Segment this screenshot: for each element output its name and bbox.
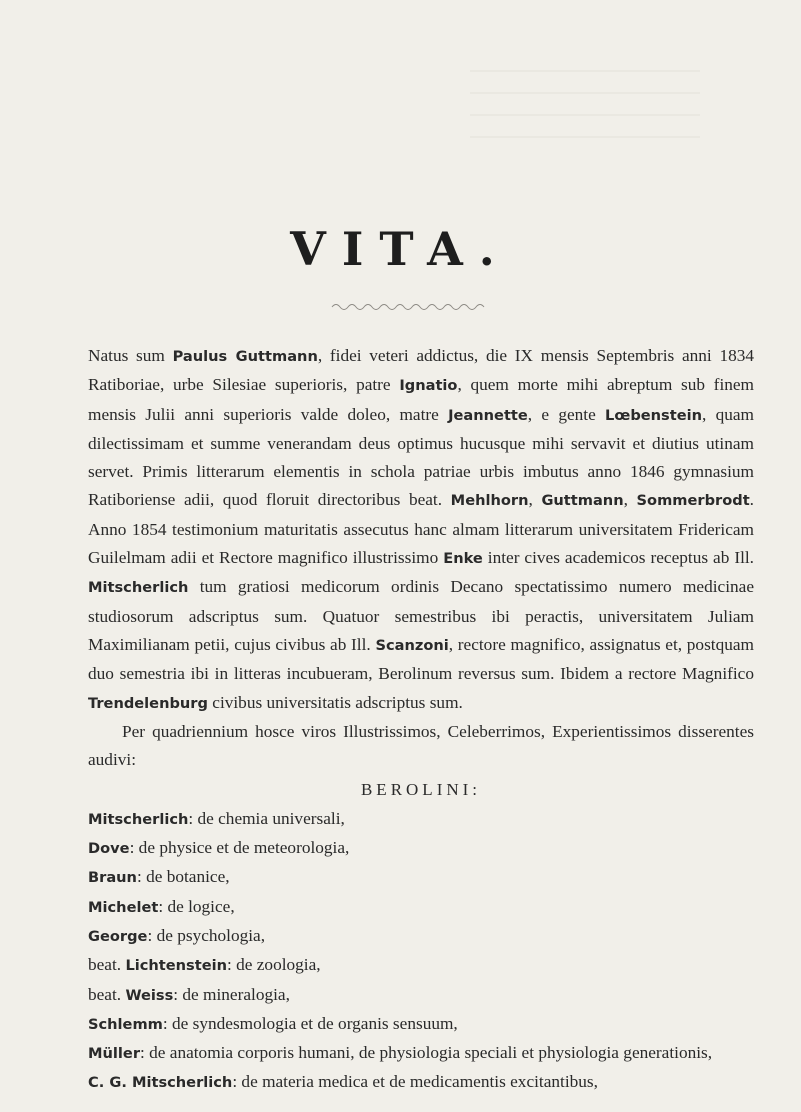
vita-paragraph-2: Per quadriennium hosce viros Illustrissimos, Celeberrimos, Experientissimos disserentes audivi:: [88, 721, 754, 770]
person-name: Sommerbrodt: [636, 492, 750, 510]
professor-name: Braun: [88, 869, 137, 887]
professor-entry: [88, 981, 754, 1010]
title-ornament: [330, 300, 490, 314]
professor-name: Lichtenstein: [125, 957, 227, 975]
person-name: Jeannette: [448, 406, 528, 424]
person-name: Scanzoni: [375, 636, 449, 654]
professor-entry: [88, 1010, 754, 1039]
person-name: Trendelenburg: [88, 694, 208, 712]
professor-entry: [88, 805, 754, 834]
professor-subject: : de mineralogia,: [173, 984, 290, 1004]
professor-entry: [88, 1039, 754, 1068]
professor-subject: : de anatomia corporis humani, de physiologia speciali et physiologia generationis,: [140, 1043, 713, 1063]
paragraph-text: . Anno 1854 testimonium maturitatis assecutus hanc almam litterarum universitatem Fridericam Guilelmam adii et Rectore magnifico illustrissimo: [88, 490, 754, 568]
professor-name: Michelet: [88, 898, 159, 916]
professor-subject: : de logice,: [158, 896, 235, 916]
person-name: Paulus Guttmann: [172, 348, 318, 365]
paragraph-text: , quam dilectissimam et summe venerandam deus optimus hucusque mihi servavit et diutius utinam servet. Primis litterarum elementis in schola patriae urbis imbutus anno 1846 gymnasium Ratiboriense adii, quod floruit directoribus beat.: [88, 404, 755, 510]
professor-entry: [88, 922, 754, 951]
professor-list: [88, 805, 754, 1098]
person-name: Guttmann: [541, 492, 624, 510]
professor-prefix: beat.: [88, 955, 126, 975]
professor-name: Dove: [88, 840, 130, 858]
paragraph-text: , rectore magnifico, assignatus et, postquam duo semestria ibi in litteras incubueram, Berolinum reversus sum. Ibidem a rectore Magnifico: [88, 634, 754, 684]
professor-entry: [88, 951, 754, 980]
professor-entry: [88, 1068, 754, 1097]
person-name: Ignatio: [399, 377, 458, 395]
vita-body: [88, 342, 754, 1098]
paragraph-text: , quem morte mihi abreptum sub finem mensis Julii anni superioris valde doleo, matre: [88, 375, 754, 424]
paragraph-text: ,: [528, 490, 542, 510]
professor-subject: : de psychologia,: [147, 925, 266, 945]
professor-name: C. G. Mitscherlich: [88, 1074, 233, 1092]
professor-name: George: [88, 927, 148, 945]
professor-name: Weiss: [125, 986, 174, 1004]
professor-subject: : de chemia universali,: [188, 808, 345, 828]
bleed-through-mark: [470, 70, 700, 140]
professor-subject: : de botanice,: [136, 867, 230, 887]
page-title: VITA.: [290, 222, 511, 276]
professor-subject: : de zoologia,: [227, 955, 321, 975]
professor-entry: [88, 834, 754, 863]
paragraph-text: tum gratiosi medicorum ordinis Decano spectatissimo numero medicinae studiosorum adscriptus sum. Quatuor semestribus ibi peractis, universitatem Juliam Maximilianam petii, cujus civibus ab Ill.: [88, 577, 754, 654]
professor-entry: [88, 863, 754, 892]
section-heading-berolini: BEROLINI:: [360, 780, 482, 800]
professor-name: Mitscherlich: [88, 810, 189, 828]
person-name: Mitscherlich: [88, 579, 189, 597]
professor-prefix: beat.: [88, 984, 126, 1004]
paragraph-text: Natus sum: [88, 346, 173, 365]
professor-subject: : de syndesmologia et de organis sensuum,: [162, 1013, 458, 1033]
professor-subject: : de physice et de meteorologia,: [129, 838, 350, 858]
professor-name: Schlemm: [88, 1015, 163, 1033]
paragraph-text: , e gente: [527, 404, 606, 424]
person-name: Mehlhorn: [450, 492, 529, 510]
person-name: Enke: [443, 550, 483, 568]
paragraph-text: ,: [623, 490, 637, 510]
professor-subject: : de materia medica et de medicamentis excitantibus,: [232, 1072, 598, 1092]
paragraph-text: , fidei veteri addictus, die IX mensis Septembris anni 1834 Ratiboriae, urbe Silesiae superioris, patre: [88, 346, 755, 395]
professor-entry: [88, 893, 754, 922]
person-name: Lœbenstein: [605, 406, 703, 424]
vita-paragraph-1: [88, 342, 754, 718]
professor-name: Müller: [88, 1045, 141, 1063]
paragraph-text: civibus universitatis adscriptus sum.: [207, 692, 463, 712]
paragraph-text: inter cives academicos receptus ab Ill.: [482, 548, 754, 568]
